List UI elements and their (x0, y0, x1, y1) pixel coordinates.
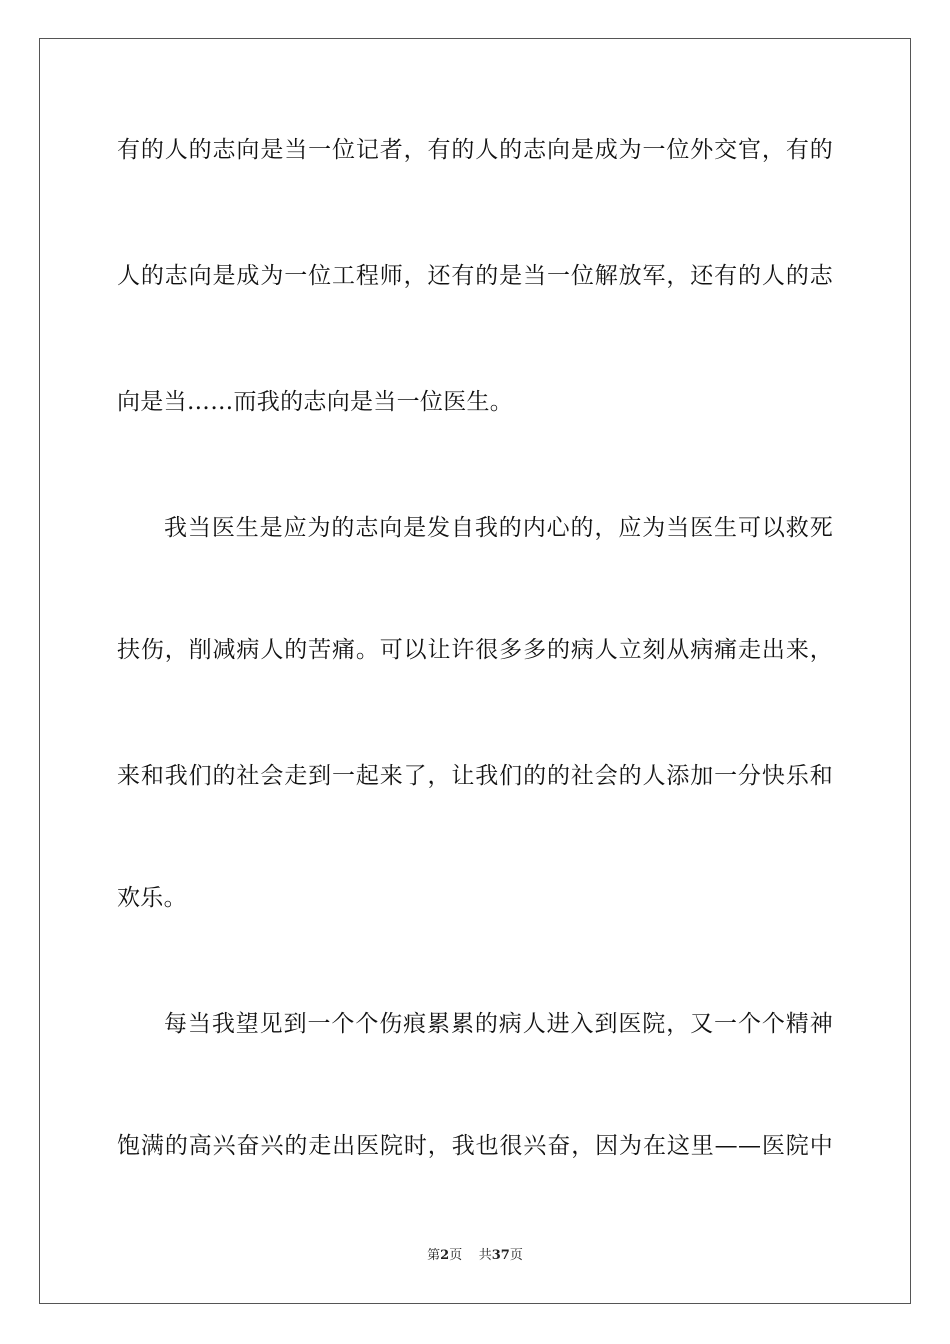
text-line-5: 扶伤，削减病人的苦痛。可以让许很多多的病人立刻从病痛走出来， (117, 637, 833, 663)
text-line-6: 来和我们的社会走到一起来了，让我们的的社会的人添加一分快乐和 (117, 763, 833, 789)
text-line-9: 饱满的高兴奋兴的走出医院时，我也很兴奋，因为在这里——医院中 (117, 1133, 833, 1159)
text-line-3: 向是当……而我的志向是当一位医生。 (117, 389, 514, 415)
text-line-1: 有的人的志向是当一位记者，有的人的志向是成为一位外交官，有的 (117, 137, 833, 163)
text-line-2: 人的志向是成为一位工程师，还有的是当一位解放军，还有的人的志 (117, 263, 833, 289)
page-prefix: 第 (427, 1248, 441, 1263)
page-number: 2 (440, 1248, 450, 1263)
page-border (39, 38, 911, 1304)
text-line-7: 欢乐。 (117, 885, 187, 911)
total-suffix: 页 (509, 1248, 523, 1263)
text-line-4: 我当医生是应为的志向是发自我的内心的，应为当医生可以救死 (164, 515, 833, 541)
page-footer (0, 1247, 950, 1265)
page-suffix: 页 (449, 1248, 463, 1263)
text-line-8: 每当我望见到一个个伤痕累累的病人进入到医院，又一个个精神 (164, 1011, 833, 1037)
total-pages: 37 (491, 1248, 510, 1263)
total-prefix: 共 (478, 1248, 492, 1263)
